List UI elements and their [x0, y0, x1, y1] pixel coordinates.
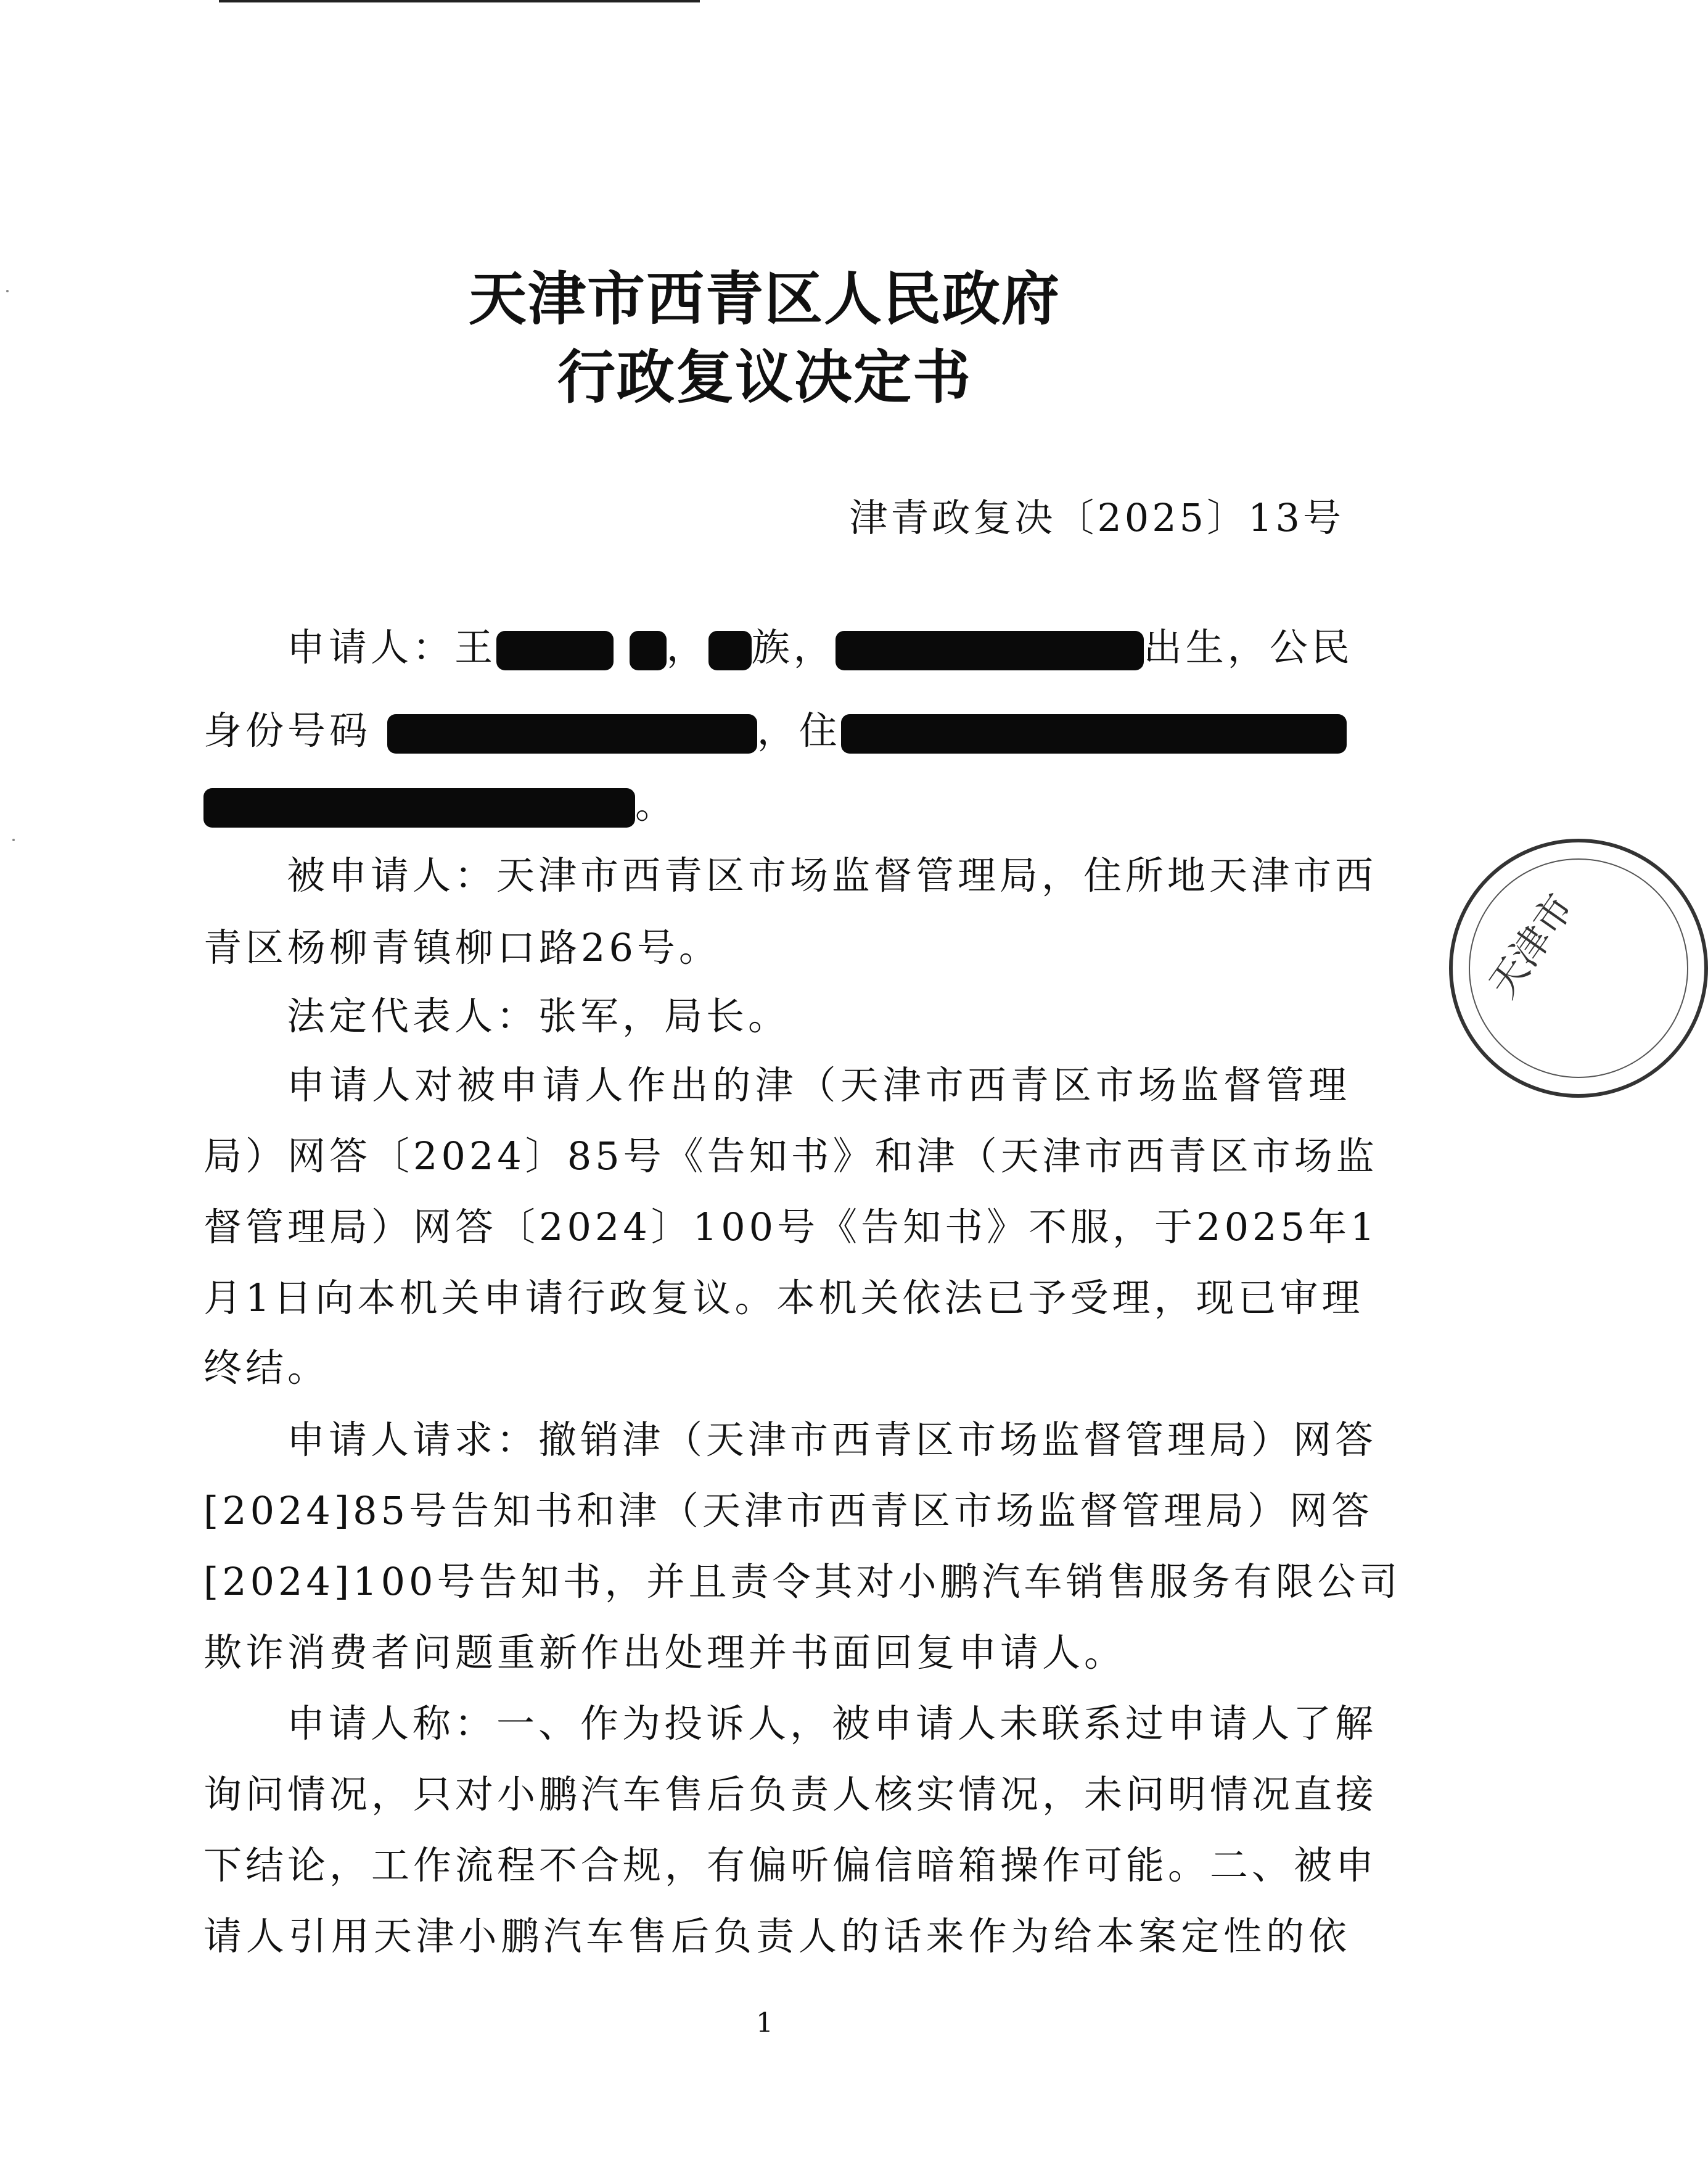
- body-line-08: 局）网答〔2024〕85号《告知书》和津（天津市西青区市场监: [203, 1133, 1378, 1179]
- period-text: 。: [635, 782, 678, 827]
- body-line-16: 申请人称：一、作为投诉人，被申请人未联系过申请人了解: [287, 1701, 1377, 1746]
- redaction-block: [836, 631, 1144, 670]
- respondent-line-1: 被申请人：天津市西青区市场监督管理局，住所地天津市西: [287, 853, 1377, 898]
- applicant-line-2: [203, 706, 1350, 755]
- legal-representative-line: 法定代表人：张军，局长。: [287, 994, 790, 1039]
- document-title-line-2: 行政复议决定书: [557, 344, 972, 411]
- redaction-block: [203, 788, 635, 828]
- address-label: ，住: [757, 708, 841, 753]
- applicant-label: 申请人：王: [287, 625, 497, 670]
- scan-speck: [12, 839, 15, 841]
- redaction-block: [387, 714, 757, 754]
- redaction-block: [841, 714, 1347, 754]
- official-seal: [1449, 839, 1708, 1098]
- body-line-09: 督管理局）网答〔2024〕100号《告知书》不服，于2025年1: [203, 1204, 1379, 1249]
- redaction-block: [630, 631, 667, 670]
- body-line-13: [2024]85号告知书和津（天津市西青区市场监督管理局）网答: [203, 1488, 1374, 1533]
- page-number: 1: [756, 2007, 773, 2039]
- redaction-block: [708, 631, 752, 670]
- id-number-label: 身份号码: [203, 708, 372, 753]
- body-line-18: 下结论，工作流程不合规，有偏听偏信暗箱操作可能。二、被申: [203, 1843, 1378, 1888]
- top-edge-line: [219, 0, 700, 2]
- body-line-12: 申请人请求：撤销津（天津市西青区市场监督管理局）网答: [287, 1417, 1377, 1462]
- document-number: 津青政复决〔2025〕13号: [849, 495, 1344, 540]
- redaction-block: [496, 631, 614, 670]
- birth-citizen-text: 出生，公民: [1143, 625, 1353, 670]
- scan-speck: [6, 290, 9, 292]
- body-line-14: [2024]100号告知书，并且责令其对小鹏汽车销售服务有限公司: [203, 1559, 1402, 1604]
- body-line-10: 月1日向本机关申请行政复议。本机关依法已予受理，现已审理: [203, 1275, 1364, 1320]
- body-line-15: 欺诈消费者问题重新作出处理并书面回复申请人。: [203, 1630, 1127, 1675]
- applicant-line-3: [203, 780, 1350, 829]
- comma-text: ，: [666, 625, 708, 670]
- body-line-17: 询问情况，只对小鹏汽车售后负责人核实情况，未问明情况直接: [203, 1772, 1378, 1817]
- respondent-line-2: 青区杨柳青镇柳口路26号。: [203, 925, 721, 970]
- body-line-07: 申请人对被申请人作出的津（天津市西青区市场监督管理: [287, 1063, 1350, 1108]
- document-title-line-1: 天津市西青区人民政府: [468, 265, 1061, 333]
- ethnicity-text: 族，: [751, 625, 836, 670]
- body-line-19: 请人引用天津小鹏汽车售后负责人的话来作为给本案定性的依: [203, 1914, 1350, 1959]
- applicant-line-1: [287, 623, 1353, 672]
- body-line-11: 终结。: [203, 1345, 330, 1390]
- seal-text: 天津市: [1479, 886, 1583, 1006]
